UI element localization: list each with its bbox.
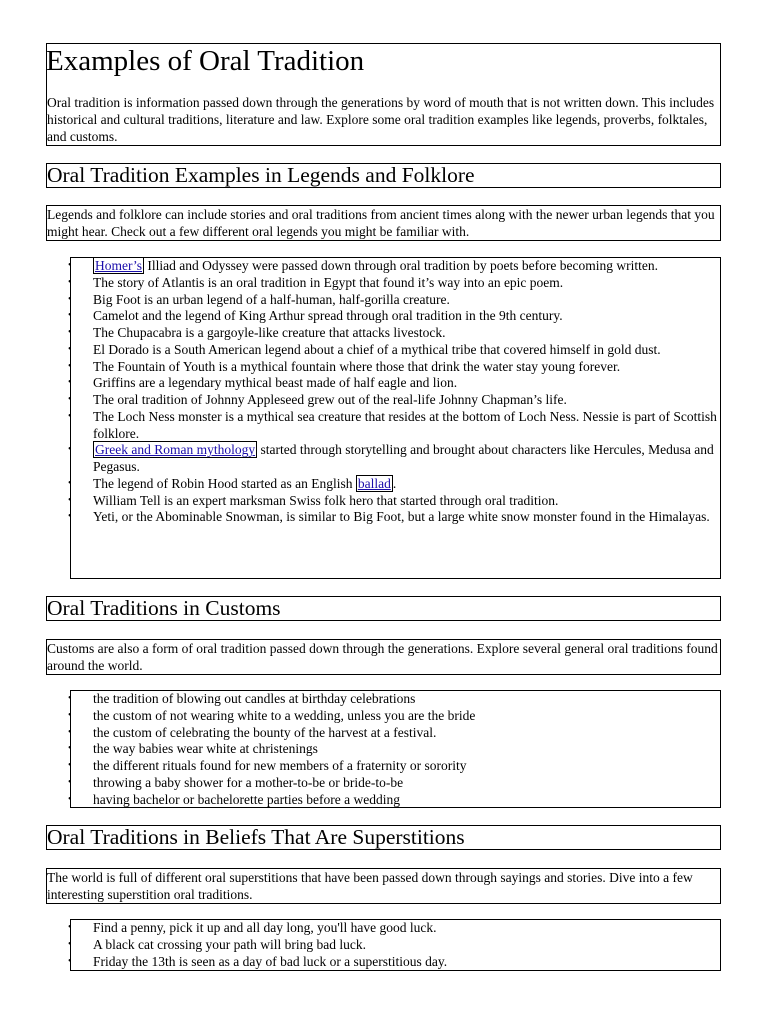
list-item: • Camelot and the legend of King Arthur spread through oral tradition in the 9th century.: [71, 308, 720, 325]
section-heading-text: Oral Traditions in Beliefs That Are Superstitions: [47, 825, 465, 849]
ballad-link[interactable]: ballad: [357, 475, 391, 491]
list-item: • Friday the 13th is seen as a day of bad luck or a superstitious day.: [71, 954, 720, 971]
list-item: • the tradition of blowing out candles at birthday celebrations: [71, 691, 720, 708]
list-item: • The legend of Robin Hood started as an English ballad .: [71, 476, 720, 493]
list-item: • Griffins are a legendary mythical beast made of half eagle and lion.: [71, 375, 720, 392]
list-item: • the way babies wear white at christenings: [71, 741, 720, 758]
list-item: • Yeti, or the Abominable Snowman, is similar to Big Foot, but a large white snow monster found in the Himalayas.: [71, 509, 720, 526]
section-paragraph-superstitions: [46, 868, 721, 904]
section-heading-customs: [46, 596, 721, 621]
list-item: • the different rituals found for new members of a fraternity or sorority: [71, 758, 720, 775]
list-item: • The oral tradition of Johnny Appleseed grew out of the real-life Johnny Chapman’s life.: [71, 392, 720, 409]
list-item: • The story of Atlantis is an oral tradition in Egypt that found it’s way into an epic poem.: [71, 275, 720, 292]
list-item: • The Chupacabra is a gargoyle-like creature that attacks livestock.: [71, 325, 720, 342]
list-item: • The Loch Ness monster is a mythical sea creature that resides at the bottom of Loch Ness. Nessie is part of Scottish folklore.: [71, 409, 720, 443]
section-paragraph-customs: [46, 639, 721, 675]
list-item: • having bachelor or bachelorette parties before a wedding: [71, 792, 720, 809]
list-item: • throwing a baby shower for a mother-to-be or bride-to-be: [71, 775, 720, 792]
section-heading-text: Oral Traditions in Customs: [47, 596, 281, 620]
list-item: • The Fountain of Youth is a mythical fountain where those that drink the water stay young forever.: [71, 359, 720, 376]
list-item: • Homer’s Illiad and Odyssey were passed down through oral tradition by poets before becoming written.: [71, 258, 720, 275]
list-item: • Greek and Roman mythology started through storytelling and brought about characters like Hercules, Medusa and Pegasus.: [71, 442, 720, 476]
list-item: • Big Foot is an urban legend of a half-human, half-gorilla creature.: [71, 292, 720, 309]
paragraph-text: Legends and folklore can include stories and oral traditions from ancient times along with the newer urban legends that you might hear. Check out a few different oral legends you might be familiar with.: [47, 207, 715, 239]
section-heading-text: Oral Tradition Examples in Legends and Folklore: [47, 163, 475, 187]
customs-list: [70, 690, 721, 808]
section-heading-legends: [46, 163, 721, 188]
list-item: • the custom of not wearing white to a wedding, unless you are the bride: [71, 708, 720, 725]
homers-link[interactable]: Homer’s: [95, 258, 142, 273]
intro-paragraph: Oral tradition is information passed down through the generations by word of mouth that is not written down. This includes historical and cultural traditions, literature and law. Explore some oral tradition examples like legends, proverbs, folktales, and customs.: [47, 95, 715, 144]
legends-list: [70, 257, 721, 579]
section-paragraph-legends: [46, 205, 721, 241]
page-title: Examples of Oral Tradition: [46, 45, 365, 77]
greek-roman-mythology-link[interactable]: Greek and Roman mythology: [95, 442, 256, 458]
list-item: • Find a penny, pick it up and all day long, you'll have good luck.: [71, 920, 720, 937]
section-heading-superstitions: [46, 825, 721, 850]
list-item: • El Dorado is a South American legend about a chief of a mythical tribe that covered himself in gold dust.: [71, 342, 720, 359]
list-item: • the custom of celebrating the bounty of the harvest at a festival.: [71, 725, 720, 742]
superstitions-list: [70, 919, 721, 971]
list-item: • William Tell is an expert marksman Swiss folk hero that started through oral tradition.: [71, 493, 720, 510]
paragraph-text: The world is full of different oral superstitions that have been passed down through sayings and stories. Dive into a few interesting superstition oral traditions.: [47, 870, 693, 902]
list-item: • A black cat crossing your path will bring bad luck.: [71, 937, 720, 954]
paragraph-text: Customs are also a form of oral tradition passed down through the generations. Explore several general oral traditions found around the world.: [47, 641, 718, 673]
